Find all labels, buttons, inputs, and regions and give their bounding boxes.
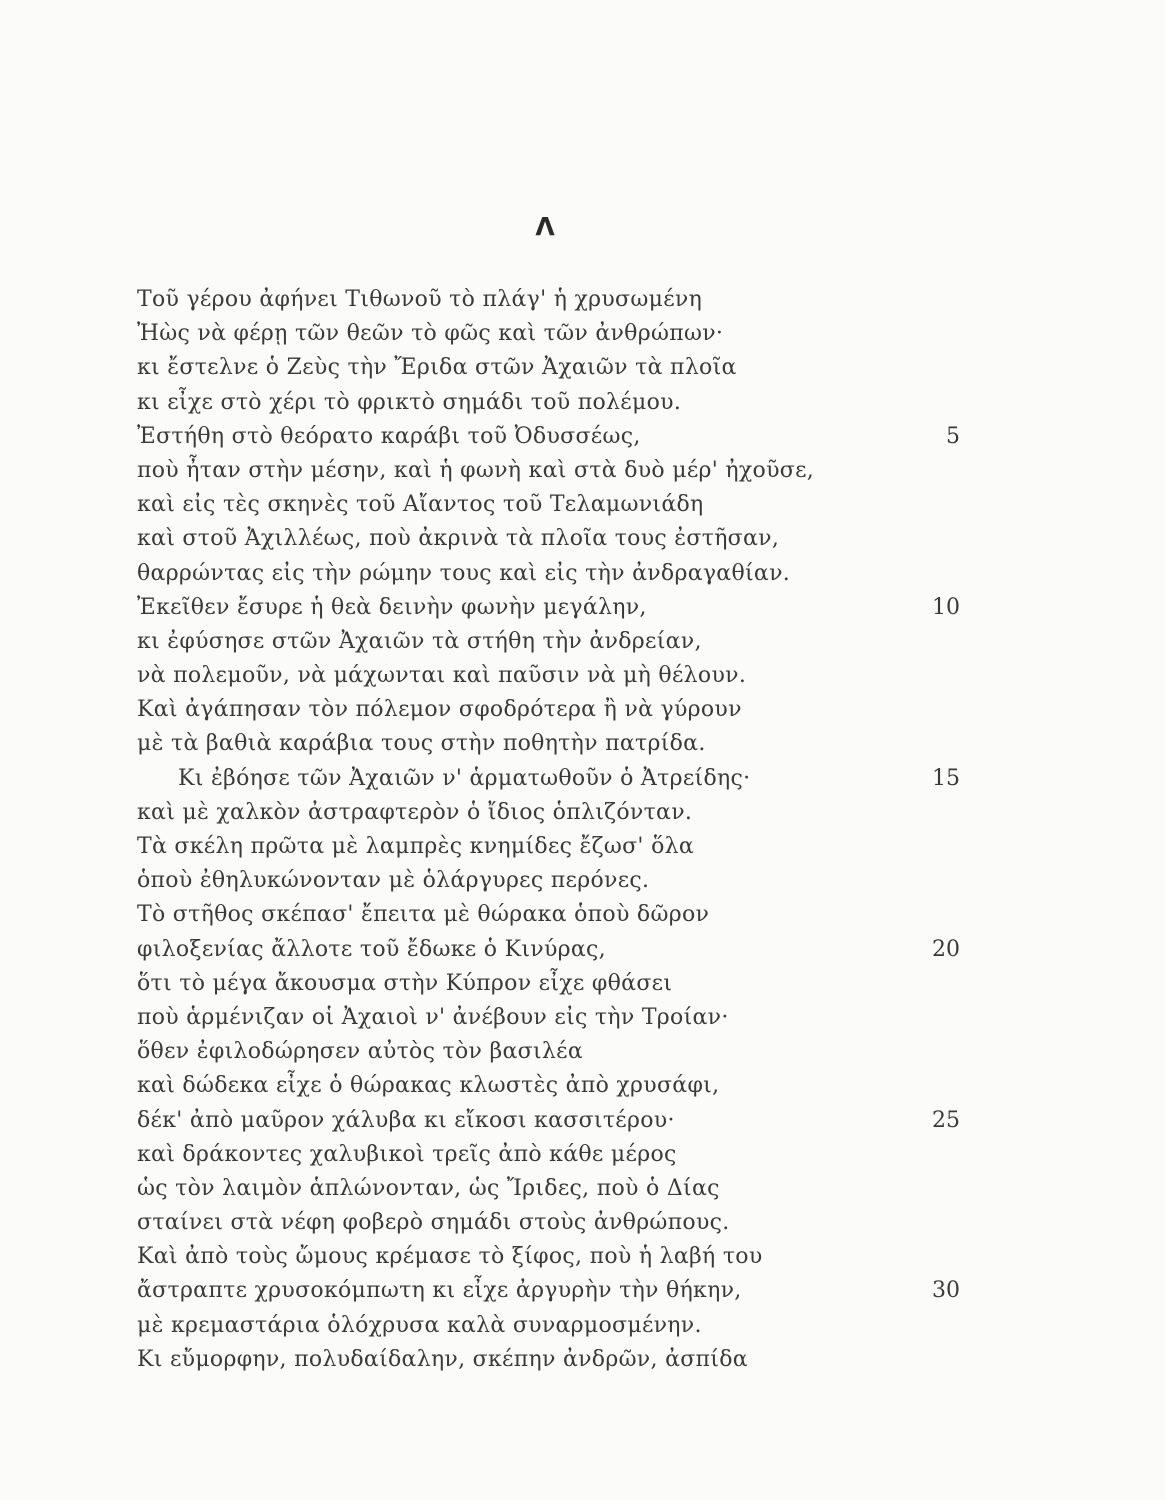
verse-line <box>0 386 1165 420</box>
verse-line <box>0 762 1165 796</box>
verse-line <box>0 1035 1165 1069</box>
verse-line <box>0 522 1165 556</box>
verse-text: σταίνει στὰ νέφη φοβερὸ σημάδι στοὺς ἀνθρώπους. <box>137 1210 730 1236</box>
verse-text: Τὰ σκέλη πρῶτα μὲ λαμπρὲς κνημίδες ἔζωσ' ὅλα <box>137 834 695 859</box>
line-number: 10 <box>932 594 960 620</box>
verse-list <box>0 283 1165 1377</box>
verse-text: Ἐκεῖθεν ἔσυρε ἡ θεὰ δεινὴν φωνὴν μεγάλην, <box>137 594 647 620</box>
verse-text: κι ἐφύσησε στῶν Ἀχαιῶν τὰ στήθη τὴν ἀνδρείαν, <box>137 628 702 654</box>
verse-text: νὰ πολεμοῦν, νὰ μάχωνται καὶ παῦσιν νὰ μὴ θέλουν. <box>137 663 747 689</box>
verse-line <box>0 967 1165 1001</box>
verse-line <box>0 1240 1165 1274</box>
verse-text: δέκ' ἀπὸ μαῦρον χάλυβα κι εἴκοσι κασσιτέρου· <box>137 1107 675 1133</box>
verse-line <box>0 659 1165 693</box>
verse-line <box>0 830 1165 864</box>
verse-line <box>0 488 1165 522</box>
line-number: 30 <box>932 1278 960 1304</box>
verse-text: ὡς τὸν λαιμὸν ἁπλώνονταν, ὡς Ἴριδες, ποὺ ὁ Δίας <box>137 1175 720 1201</box>
verse-text: καὶ δράκοντες χαλυβικοὶ τρεῖς ἀπὸ κάθε μέρος <box>137 1141 677 1167</box>
verse-line <box>0 283 1165 317</box>
verse-text: Κι εὔμορφην, πολυδαίδαλην, σκέπην ἀνδρῶν, ἀσπίδα <box>137 1346 748 1372</box>
verse-line <box>0 625 1165 659</box>
line-number: 5 <box>946 423 960 449</box>
book-title: Λ <box>535 212 555 241</box>
verse-line <box>0 1309 1165 1343</box>
verse-text: ποὺ ἦταν στὴν μέσην, καὶ ἡ φωνὴ καὶ στὰ δυὸ μέρ' ἠχοῦσε, <box>137 457 815 483</box>
verse-text: Ἐστήθη στὸ θεόρατο καράβι τοῦ Ὀδυσσέως, <box>137 423 641 449</box>
verse-line <box>0 351 1165 385</box>
verse-text: ὁποὺ ἐθηλυκώνονταν μὲ ὁλάργυρες περόνες. <box>137 868 650 894</box>
verse-line <box>0 454 1165 488</box>
verse-text: μὲ τὰ βαθιὰ καράβια τους στὴν ποθητὴν πατρίδα. <box>137 731 706 757</box>
verse-line <box>0 591 1165 625</box>
verse-text: καὶ δώδεκα εἶχε ὁ θώρακας κλωστὲς ἀπὸ χρυσάφι, <box>137 1073 720 1099</box>
verse-line <box>0 1274 1165 1308</box>
verse-line <box>0 557 1165 591</box>
verse-line <box>0 1069 1165 1103</box>
line-number: 20 <box>932 936 960 962</box>
verse-text: ποὺ ἁρμένιζαν οἱ Ἀχαιοὶ ν' ἀνέβουν εἰς τὴν Τροίαν· <box>137 1004 729 1030</box>
line-number: 25 <box>932 1107 960 1133</box>
verse-line <box>0 1343 1165 1377</box>
verse-text: κι εἶχε στὸ χέρι τὸ φρικτὸ σημάδι τοῦ πολέμου. <box>137 389 682 415</box>
verse-line <box>0 1172 1165 1206</box>
verse-text: θαρρώντας εἰς τὴν ρώμην τους καὶ εἰς τὴν ἀνδραγαθίαν. <box>137 560 791 586</box>
verse-text: Τὸ στῆθος σκέπασ' ἔπειτα μὲ θώρακα ὁποὺ δῶρον <box>137 902 710 928</box>
verse-text: Τοῦ γέρου ἀφήνει Τιθωνοῦ τὸ πλάγ' ἡ χρυσωμένη <box>137 287 703 312</box>
verse-line <box>0 1206 1165 1240</box>
verse-text: καὶ στοῦ Ἀχιλλέως, ποὺ ἀκρινὰ τὰ πλοῖα τους ἐστῆσαν, <box>137 526 780 552</box>
line-number: 15 <box>932 765 960 791</box>
verse-line <box>0 317 1165 351</box>
verse-line <box>0 796 1165 830</box>
verse-text: κι ἔστελνε ὁ Ζεὺς τὴν Ἔριδα στῶν Ἀχαιῶν τὰ πλοῖα <box>137 355 737 381</box>
verse-text: ὅτι τὸ μέγα ἄκουσμα στὴν Κύπρον εἶχε φθάσει <box>137 970 673 996</box>
verse-line <box>0 420 1165 454</box>
verse-line <box>0 1104 1165 1138</box>
verse-text: ἄστραπτε χρυσοκόμπωτη κι εἶχε ἀργυρὴν τὴν θήκην, <box>137 1278 742 1304</box>
verse-line <box>0 727 1165 761</box>
verse-text: φιλοξενίας ἄλλοτε τοῦ ἔδωκε ὁ Κινύρας, <box>137 936 606 962</box>
verse-text: Καὶ ἀγάπησαν τὸν πόλεμον σφοδρότερα ἢ νὰ γύρουν <box>137 697 742 723</box>
verse-text: ὅθεν ἐφιλοδώρησεν αὐτὸς τὸν βασιλέα <box>137 1039 584 1065</box>
verse-text: καὶ εἰς τὲς σκηνὲς τοῦ Αἴαντος τοῦ Τελαμωνιάδη <box>137 492 704 518</box>
verse-text: Καὶ ἀπὸ τοὺς ὤμους κρέμασε τὸ ξίφος, ποὺ ἡ λαβή του <box>137 1244 763 1270</box>
verse-line <box>0 933 1165 967</box>
verse-line <box>0 1138 1165 1172</box>
verse-text: Κι ἐβόησε τῶν Ἀχαιῶν ν' ἁρματωθοῦν ὁ Ἀτρείδης· <box>178 765 751 791</box>
verse-text: καὶ μὲ χαλκὸν ἀστραφτερὸν ὁ ἴδιος ὁπλιζόνταν. <box>137 799 693 825</box>
verse-line <box>0 1001 1165 1035</box>
verse-line <box>0 693 1165 727</box>
verse-line <box>0 898 1165 932</box>
verse-text: μὲ κρεμαστάρια ὁλόχρυσα καλὰ συναρμοσμένην. <box>137 1312 702 1338</box>
verse-line <box>0 864 1165 898</box>
verse-text: Ἠὼς νὰ φέρῃ τῶν θεῶν τὸ φῶς καὶ τῶν ἀνθρώπων· <box>137 321 724 347</box>
